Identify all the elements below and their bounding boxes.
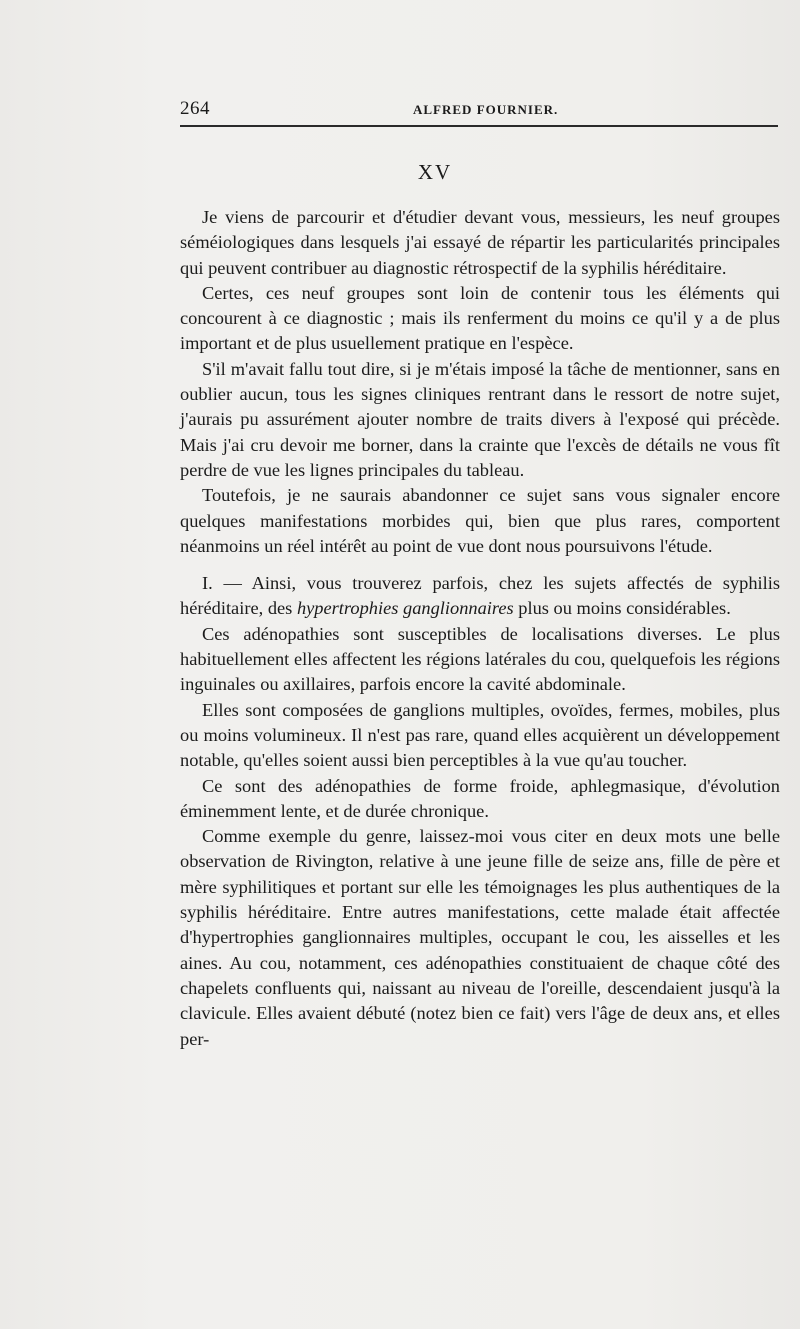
body-text [180, 205, 780, 1052]
section-one-lead: I. — Ainsi, vous trouverez parfois, chez les sujets affectés de syphilis héréditaire, des [180, 573, 780, 619]
running-head: ALFRED FOURNIER. [413, 102, 559, 117]
page-number: 264 [180, 98, 210, 119]
paragraph: Certes, ces neuf groupes sont loin de contenir tous les éléments qui concourent à ce diagnostic ; mais ils renferment du moins ce qu'il y a de plus important et de plus usuellement pratique en l'espèce. [180, 282, 780, 354]
paragraph: S'il m'avait fallu tout dire, si je m'étais imposé la tâche de mentionner, sans en oublier aucun, tous les signes cliniques rentrant dans le ressort de notre sujet, j'aurais pu assurément ajouter nombre de traits divers à l'exposé qui précède. Mais j'ai cru devoir me borner, dans la crainte que l'excès de détails ne vous fît perdre de vue les lignes principales du tableau. [180, 358, 780, 480]
page-header [180, 98, 780, 122]
section-one-emphasis: hypertrophies ganglionnaires [296, 598, 514, 619]
section-one-tail: plus ou moins considérables. [513, 598, 731, 619]
header-rule [180, 125, 778, 127]
paragraph: Toutefois, je ne saurais abandonner ce sujet sans vous signaler encore quelques manifestations morbides qui, bien que plus rares, comportent néanmoins un réel intérêt au point de vue dont nous poursuivons l'étude. [180, 485, 780, 556]
paragraph: Comme exemple du genre, laissez-moi vous citer en deux mots une belle observation de Rivington, relative à une jeune fille de seize ans, fille de père et mère syphilitiques et portant sur elle les témoignages les plus authentiques de la syphilis héréditaire. Entre autres manifestations, cette malade était affectée d'hypertrophies ganglionnaires multiples, occupant le cou, les aisselles et les aines. Au cou, notamment, ces adénopathies constituaient de chaque côté des chapelets confluents qui, naissant au niveau de l'oreille, descendaient jusqu'à la clavicule. Elles avaient débuté (notez bien ce fait) vers l'âge de deux ans, et elles per- [180, 826, 780, 1049]
paragraph: Ces adénopathies sont susceptibles de localisations diverses. Le plus habituellement elles affectent les régions latérales du cou, quelquefois les régions inguinales ou axillaires, parfois encore la cavité abdominale. [180, 623, 780, 695]
paragraph: Je viens de parcourir et d'étudier devant vous, messieurs, les neuf groupes séméiologiques dans lesquels j'ai essayé de répartir les particularités principales qui peuvent contribuer au diagnostic rétrospectif de la syphilis héréditaire. [180, 207, 780, 278]
paragraph: Elles sont composées de ganglions multiples, ovoïdes, fermes, mobiles, plus ou moins volumineux. Il n'est pas rare, quand elles acquièrent un développement notable, qu'elles soient aussi bien perceptibles à la vue qu'au toucher. [180, 699, 780, 771]
chapter-heading: XV [417, 160, 453, 184]
section-one-paragraph [180, 571, 780, 622]
paragraph: Ce sont des adénopathies de forme froide, aphlegmasique, d'évolution éminemment lente, et de durée chronique. [180, 775, 780, 821]
